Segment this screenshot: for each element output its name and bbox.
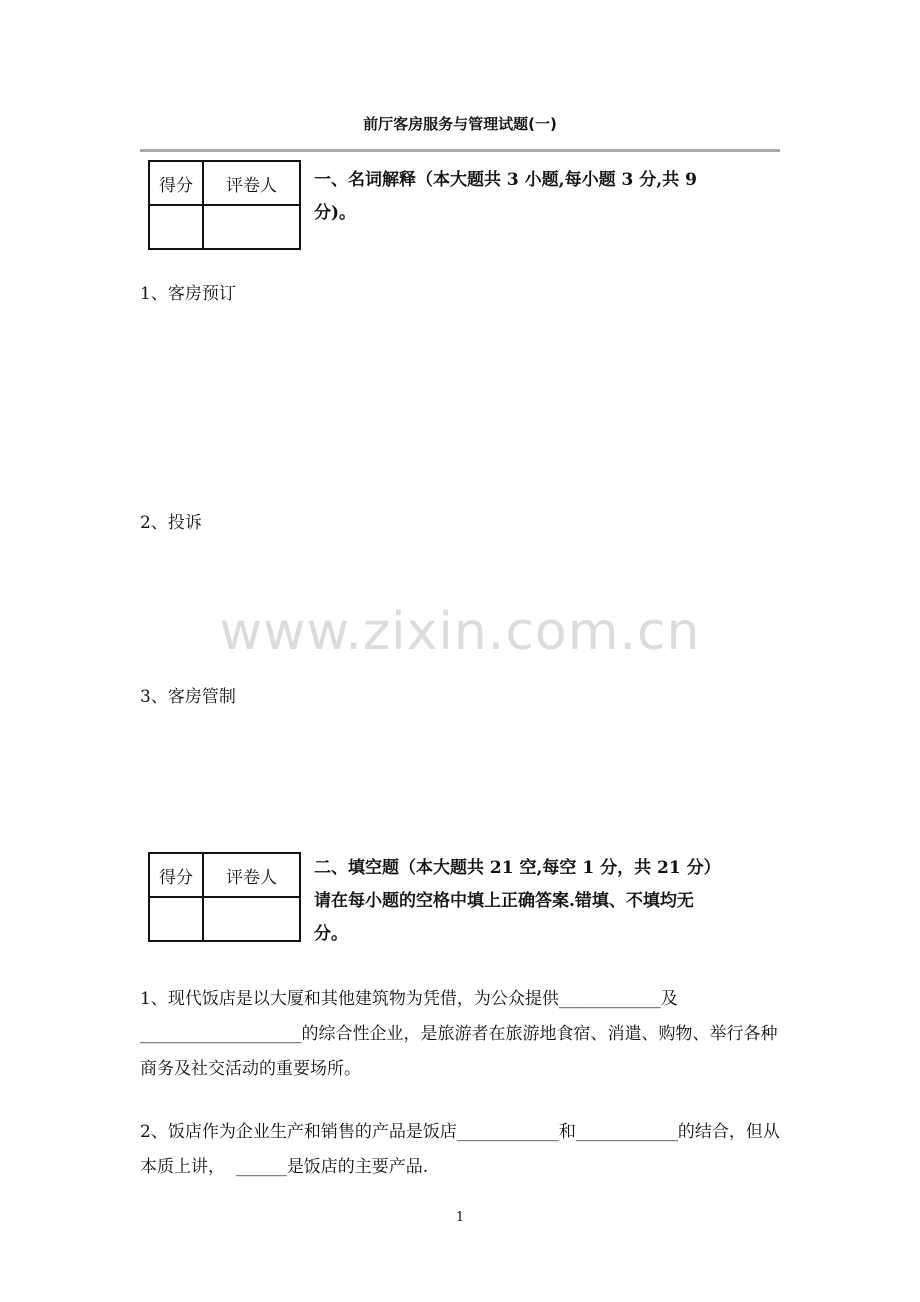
fill-question-1 xyxy=(140,982,780,1087)
score-box-section-1 xyxy=(148,160,301,250)
question-text: 的综合性企业，是旅游者在旅游地食宿、消遣、购物、举行各种商务及社交活动的重要场所。 xyxy=(140,1024,778,1079)
watermark: www.zixin.com.cn xyxy=(219,602,701,662)
section-1-heading xyxy=(314,164,734,230)
score-cell xyxy=(149,897,203,941)
grader-label: 评卷人 xyxy=(203,853,300,897)
score-box-section-2 xyxy=(148,852,301,942)
answer-blank[interactable]: ___________________ xyxy=(140,1024,302,1044)
score-cell xyxy=(149,205,203,249)
document-title: 前厅客房服务与管理试题(一) xyxy=(363,115,557,133)
answer-blank[interactable]: ______ xyxy=(235,1157,287,1177)
question-text: 的结合，但从本质上讲， xyxy=(140,1122,780,1177)
grader-cell xyxy=(203,205,300,249)
section-2-heading xyxy=(314,852,734,951)
fill-question-2 xyxy=(140,1115,780,1185)
question-text: 及 xyxy=(660,989,678,1009)
page-number: 1 xyxy=(455,1210,465,1225)
score-label: 得分 xyxy=(149,853,203,897)
question-text: 2、饭店作为企业生产和销售的产品是饭店 xyxy=(140,1122,457,1142)
answer-blank[interactable]: ____________ xyxy=(558,989,661,1009)
section-2-heading-line: 二、填空题（本大题共 21 空,每空 1 分，共 21 分） xyxy=(314,858,721,878)
grader-label: 评卷人 xyxy=(203,161,300,205)
section-2-instruction-line: 分。 xyxy=(314,924,348,944)
answer-blank[interactable]: ____________ xyxy=(456,1122,559,1142)
score-label: 得分 xyxy=(149,161,203,205)
section-1-heading-line: 分)。 xyxy=(314,203,357,223)
answer-blank[interactable]: ____________ xyxy=(575,1122,678,1142)
term-item-2: 2、投诉 xyxy=(140,513,202,533)
section-1-heading-line: 一、名词解释（本大题共 3 小题,每小题 3 分,共 9 xyxy=(314,170,697,190)
title-divider xyxy=(140,149,780,152)
term-item-1: 1、客房预订 xyxy=(140,284,236,304)
section-2-instruction-line: 请在每小题的空格中填上正确答案.错填、不填均无 xyxy=(314,891,694,911)
question-text: 和 xyxy=(558,1122,576,1142)
term-item-3: 3、客房管制 xyxy=(140,687,236,707)
question-text: 是饭店的主要产品. xyxy=(286,1157,429,1177)
grader-cell xyxy=(203,897,300,941)
question-text: 1、现代饭店是以大厦和其他建筑物为凭借，为公众提供 xyxy=(140,989,559,1009)
